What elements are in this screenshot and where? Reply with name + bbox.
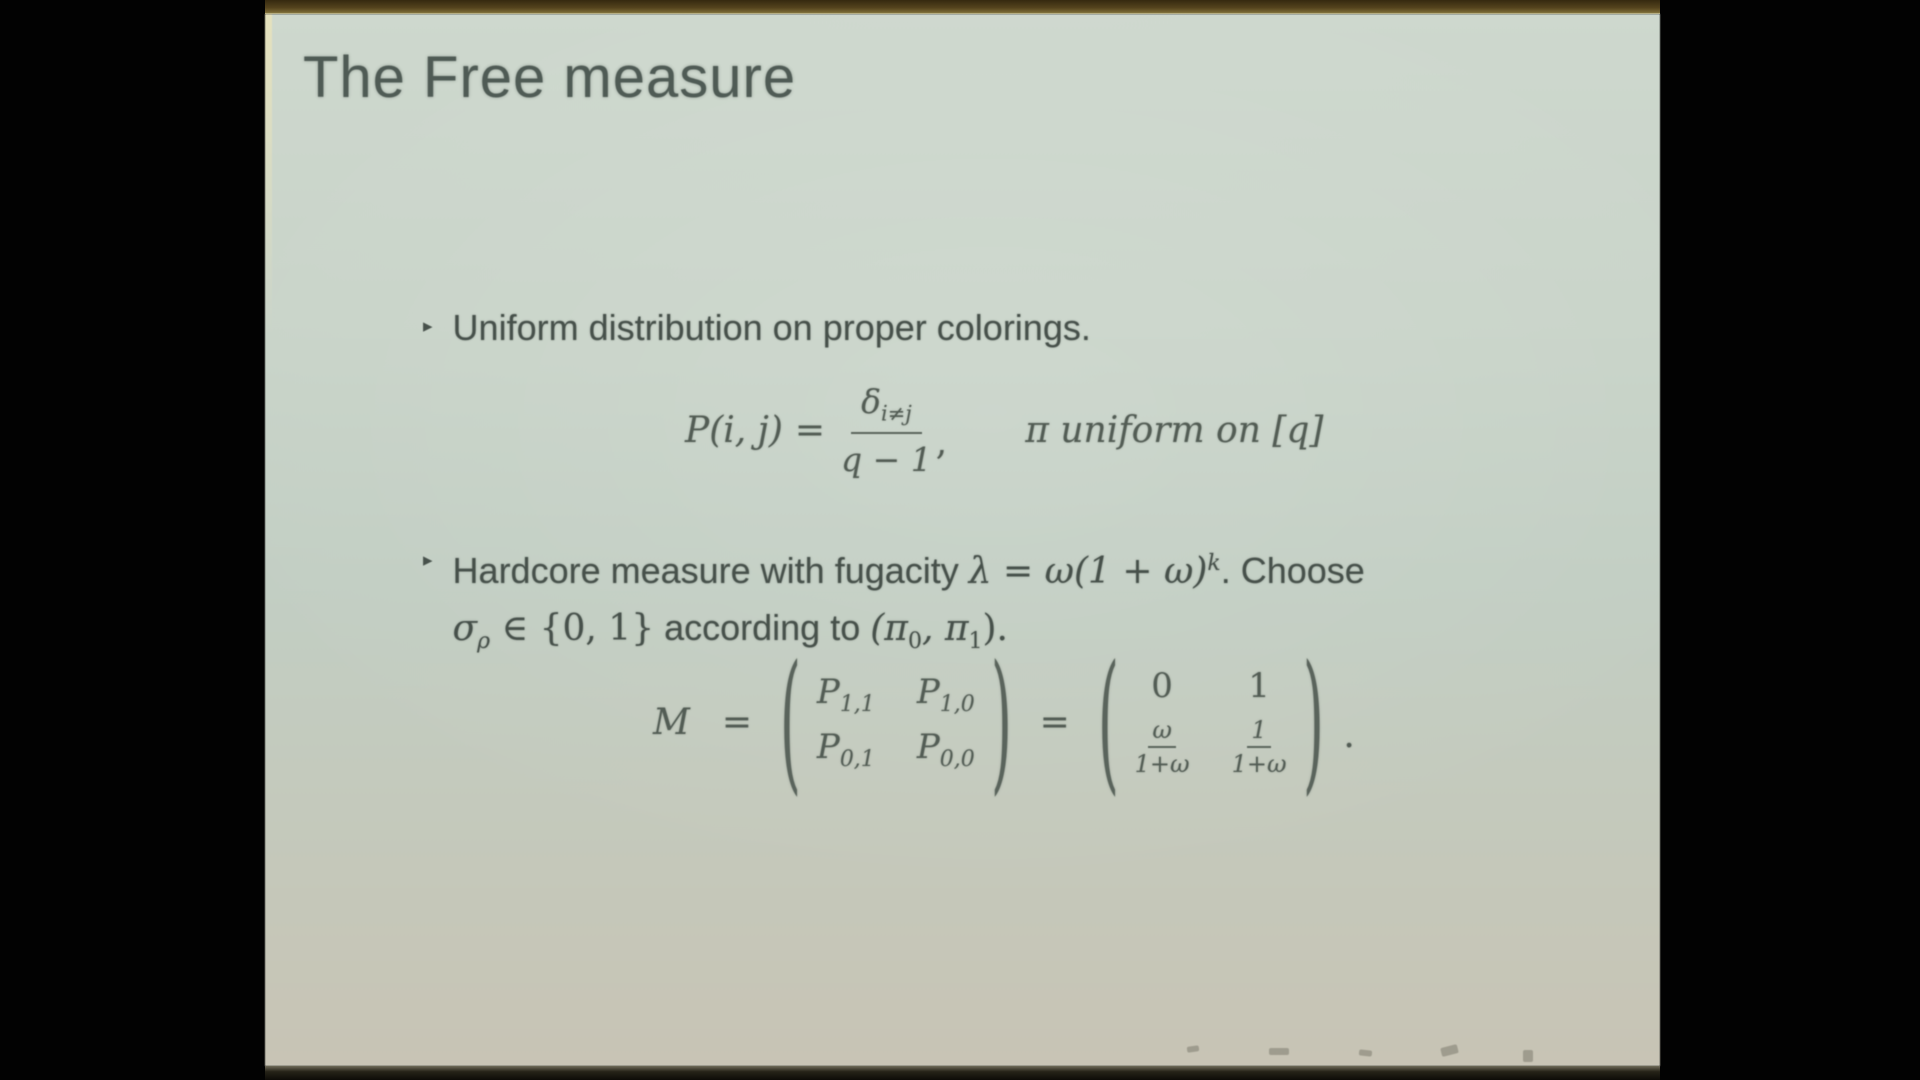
matrix-cell-p01: [817, 727, 875, 772]
sigma-subscript: ρ: [477, 629, 491, 655]
cell-subscript: 0,0: [939, 746, 975, 772]
comma: ,: [935, 421, 948, 463]
bullet-triangle-icon: ▸: [423, 316, 433, 337]
projector-artifact: [1269, 1048, 1289, 1055]
pi-pair-open: (π: [870, 608, 908, 649]
pi-subscript-1: 1: [968, 629, 983, 655]
formula-transition-matrix: [653, 633, 1355, 811]
top-border-bar: [265, 0, 1660, 14]
cell-base: P: [816, 727, 840, 767]
right-paren-icon: ): [990, 633, 1012, 811]
matrix-numeric: [1129, 666, 1293, 778]
formula-proper-coloring: [685, 382, 1323, 479]
bullet-triangle-icon: ▸: [423, 550, 433, 571]
fraction-denominator: 1+ω: [1231, 750, 1287, 778]
bullet1-text: Uniform distribution on proper colorings.: [452, 307, 1091, 348]
slide-title: The Free measure: [303, 45, 797, 110]
bullet2-line1-after: . Choose: [1220, 550, 1365, 591]
slide-body: [265, 14, 1660, 1066]
bullet2-line2-text: according to: [654, 607, 871, 648]
bullet2-line2: [453, 600, 1365, 670]
matrix-symbolic: [811, 672, 981, 772]
projector-artifact: [1523, 1050, 1533, 1062]
fraction-denominator: q − 1: [841, 439, 932, 479]
set-membership: ∈ {0, 1}: [490, 608, 655, 649]
matrix-cell-p10: [917, 672, 975, 717]
matrix-cell-omega-frac: [1135, 716, 1190, 778]
equals-sign: =: [794, 409, 826, 451]
period: .: [1343, 715, 1355, 756]
projector-artifact: [1187, 1045, 1200, 1053]
delta-symbol: δ: [861, 382, 881, 421]
fraction-numerator: 1: [1247, 716, 1270, 748]
matrix-cell-one-frac: [1232, 716, 1287, 778]
left-edge-glow: [265, 14, 272, 334]
cell-base: P: [916, 727, 940, 767]
cell-subscript: 1,1: [839, 692, 875, 717]
matrix-cell-p11: [817, 672, 875, 717]
delta-subscript: i≠j: [880, 401, 912, 426]
fraction-delta-over-q: [841, 382, 932, 479]
exponent-k: k: [1207, 551, 1221, 576]
cell-base: P: [816, 672, 840, 713]
pi-pair-mid: , π: [921, 608, 969, 649]
matrix-cell-0: 0: [1151, 666, 1173, 706]
bullet-item-hardcore: [423, 536, 1365, 670]
matrix-cell-p00: [917, 727, 975, 772]
projector-artifact: [1359, 1049, 1373, 1056]
pi-uniform-note: π uniform on [q]: [1025, 409, 1324, 451]
left-paren-icon: (: [1097, 633, 1119, 811]
equals-sign: =: [721, 701, 753, 743]
formula1-lhs: P(i, j): [685, 409, 783, 451]
sigma-symbol: σ: [452, 608, 478, 649]
projector-artifact: [1440, 1044, 1459, 1057]
bullet2-line1: [453, 536, 1365, 600]
projected-slide: [265, 0, 1660, 1080]
equals-sign: =: [1039, 701, 1070, 743]
right-paren-icon: ): [1302, 633, 1324, 811]
pi-subscript-0: 0: [907, 629, 922, 655]
bullet2-line1-text: Hardcore measure with fugacity: [452, 550, 969, 591]
matrix-cell-1: 1: [1248, 666, 1270, 706]
pi-pair-close: ).: [982, 608, 1008, 649]
fraction-denominator: 1+ω: [1134, 750, 1190, 778]
cell-subscript: 0,1: [839, 746, 875, 772]
cell-subscript: 1,0: [939, 692, 975, 717]
lambda-formula: λ = ω(1 + ω): [968, 551, 1208, 592]
fraction-numerator: ω: [1148, 716, 1176, 748]
bullet-item-uniform: [423, 302, 1091, 354]
bullet2-text-block: [453, 536, 1365, 670]
matrix-name-M: M: [653, 701, 690, 743]
left-paren-icon: (: [780, 633, 801, 811]
bottom-border-bar: [265, 1066, 1660, 1080]
fraction-numerator: [851, 382, 922, 434]
cell-base: P: [916, 672, 940, 713]
